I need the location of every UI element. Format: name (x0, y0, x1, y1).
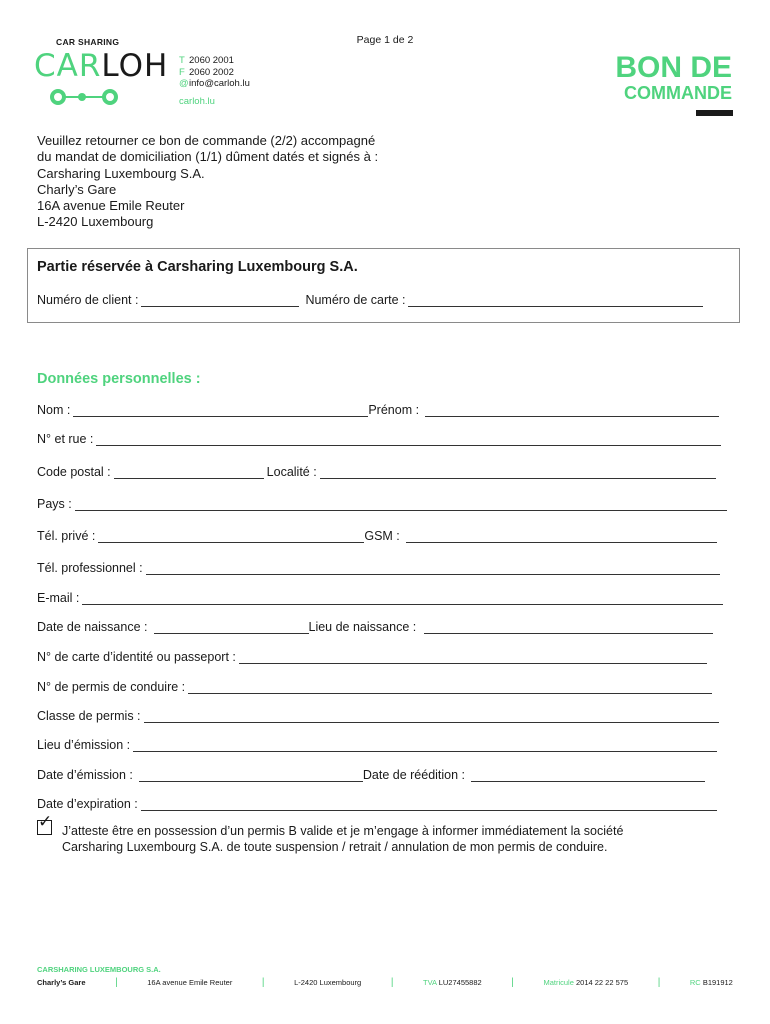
document-title: BON DE COMMANDE (615, 51, 732, 103)
form-row (37, 734, 717, 752)
prenom-field[interactable] (425, 403, 719, 417)
issue-place-label: Lieu d’émission : (37, 738, 131, 752)
attestation-text (62, 823, 722, 856)
gsm-field[interactable] (406, 529, 717, 543)
contact-phone: T 2060 2001 (179, 55, 234, 66)
intro-line: Veuillez retourner ce bon de commande (2/2) accompagné (37, 133, 376, 148)
locality-field[interactable] (320, 465, 716, 479)
nom-field[interactable] (73, 403, 368, 417)
private-phone-label: Tél. privé : (37, 529, 96, 543)
country-field[interactable] (75, 497, 727, 511)
birth-date-field[interactable] (154, 620, 309, 634)
issue-date-label: Date d’émission : (37, 768, 133, 782)
footer-separator: | (261, 977, 265, 988)
footer-separator: | (115, 977, 118, 988)
footer-street: 16A avenue Emile Reuter (147, 978, 233, 987)
locality-label: Localité : (266, 465, 317, 479)
logo-wheels-icon (48, 88, 120, 106)
form-row (37, 676, 712, 694)
form-row (37, 705, 719, 723)
postal-code-label: Code postal : (37, 465, 111, 479)
form-row (37, 587, 723, 605)
form-row (37, 493, 727, 511)
form-row (37, 557, 720, 575)
work-phone-label: Tél. professionnel : (37, 561, 143, 575)
return-instructions (37, 133, 378, 231)
id-card-field[interactable] (239, 650, 707, 664)
birth-place-label: Lieu de naissance : (308, 620, 417, 634)
card-number-field[interactable] (408, 293, 703, 307)
carloh-logo (34, 48, 168, 84)
intro-line: du mandat de domiciliation (1/1) dûment datés et signés à : (37, 149, 379, 165)
reserved-section-title: Partie réservée à Carsharing Luxembourg S.A. (37, 259, 358, 275)
expiry-date-label: Date d’expiration : (37, 797, 138, 811)
private-phone-field[interactable] (98, 529, 364, 543)
title-underline-bar (696, 110, 733, 116)
license-number-label: N° de permis de conduire : (37, 680, 186, 694)
footer-company: CARSHARING LUXEMBOURG S.A. (37, 965, 161, 974)
license-class-field[interactable] (144, 709, 719, 723)
contact-fax: F 2060 2002 (179, 66, 234, 78)
intro-line: Charly’s Gare (37, 181, 117, 197)
reissue-date-field[interactable] (471, 768, 705, 782)
nom-label: Nom : (37, 403, 71, 417)
birth-date-label: Date de naissance : (37, 620, 148, 634)
form-row (37, 764, 705, 782)
postal-code-field[interactable] (114, 465, 264, 479)
footer-details (37, 977, 733, 988)
street-label: N° et rue : (37, 432, 94, 446)
expiry-date-field[interactable] (141, 797, 717, 811)
attestation-line: Carsharing Luxembourg S.A. de toute suspension / retrait / annulation de mon permis de conduire. (62, 840, 608, 855)
license-class-label: Classe de permis : (37, 709, 141, 723)
form-row (37, 616, 713, 634)
footer-rc: RC B191912 (689, 978, 733, 987)
contact-block (179, 55, 250, 90)
brand-tagline: CAR SHARING (56, 37, 120, 47)
client-number-field[interactable] (141, 293, 299, 307)
card-number-label: Numéro de carte : (305, 293, 406, 307)
country-label: Pays : (37, 497, 72, 511)
form-row (37, 646, 707, 664)
form-row (37, 428, 721, 446)
work-phone-field[interactable] (146, 561, 720, 575)
prenom-label: Prénom : (368, 403, 420, 417)
footer-place: Charly’s Gare (37, 978, 86, 987)
gsm-label: GSM : (364, 529, 400, 543)
intro-line: 16A avenue Emile Reuter (37, 198, 185, 214)
footer-matricule: Matricule 2014 22 22 575 (543, 978, 629, 987)
intro-line: Carsharing Luxembourg S.A. (37, 165, 205, 181)
footer-tva: TVA LU27455882 (423, 978, 482, 987)
intro-line: L-2420 Luxembourg (37, 214, 154, 230)
email-field[interactable] (82, 591, 723, 605)
page-number: Page 1 de 2 (356, 34, 414, 46)
footer-separator: | (511, 977, 514, 988)
checkmark-icon: ✓ (38, 812, 53, 831)
issue-date-field[interactable] (139, 768, 363, 782)
footer-city: L-2420 Luxembourg (294, 978, 362, 987)
email-label: E-mail : (37, 591, 80, 605)
id-card-label: N° de carte d’identité ou passeport : (37, 650, 236, 664)
logo-text-car: CAR (34, 48, 102, 84)
reissue-date-label: Date de réédition : (362, 768, 466, 782)
birth-place-field[interactable] (424, 620, 713, 634)
form-row (37, 793, 717, 811)
street-field[interactable] (96, 432, 721, 446)
reserved-numbers-row (37, 289, 703, 307)
form-row (37, 525, 717, 543)
logo-text-loh: LOH (101, 48, 169, 84)
issue-place-field[interactable] (133, 738, 717, 752)
form-row (37, 399, 719, 417)
footer-separator: | (390, 977, 394, 988)
client-number-label: Numéro de client : (37, 293, 139, 307)
contact-email[interactable]: @info@carloh.lu (179, 78, 250, 89)
form-row (37, 461, 716, 479)
footer-separator: | (657, 977, 661, 988)
license-number-field[interactable] (188, 680, 712, 694)
attestation-line: J’atteste être en possession d’un permis B valide et je m’engage à informer immédiatement la société (62, 824, 624, 838)
website-link[interactable]: carloh.lu (179, 96, 215, 107)
personal-data-title: Données personnelles : (37, 371, 201, 387)
